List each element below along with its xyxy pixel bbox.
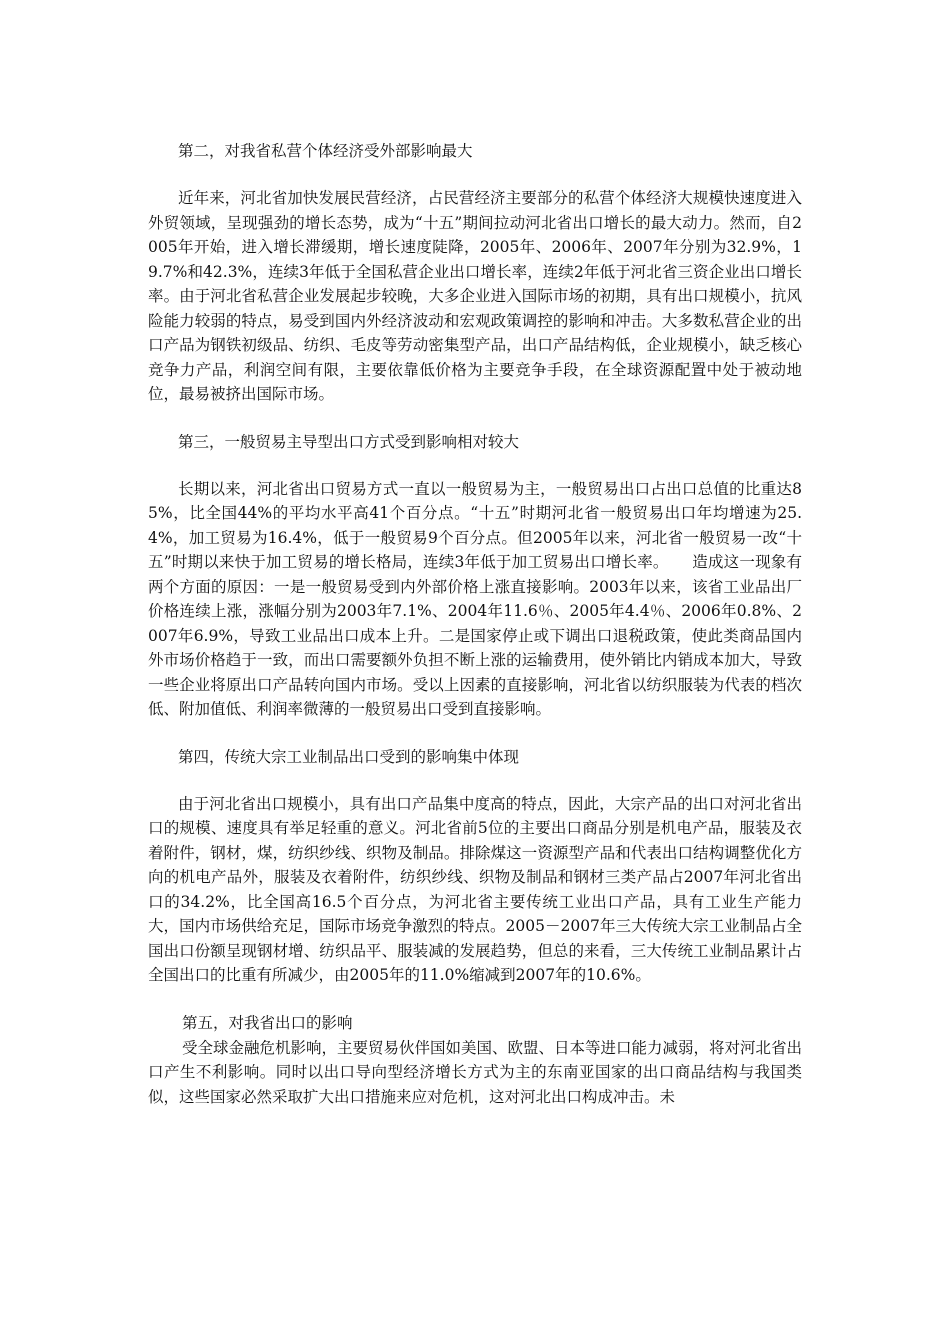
section-heading-fourth: 第四，传统大宗工业制品出口受到的影响集中体现 xyxy=(178,747,520,766)
section-heading-second: 第二，对我省私营个体经济受外部影响最大 xyxy=(178,142,473,160)
section-paragraph-general-trade: 长期以来，河北省出口贸易方式一直以一般贸易为主，一般贸易出口占出口总值的比重达85%，比全国44%的平均水平高41个百分点。“十五”时期河北省一般贸易出口年均增速为25.4%，加工贸易为16.4%，低于一般贸易9个百分点。但2005年以来，河北省一般贸易一改“十五”时期以来快于加工贸易的增长格局，连续3年低于加工贸易出口增长率。 造成这一现象有两个方面的原因：一是一般贸易受到内外部价格上涨直接影响。2003年以来，该省工业品出厂价格连续上涨，涨幅分别为2003年7.1%、2004年11.6％、2005年4.4％、2006年0.8%、2007年6.9%，导致工业品出口成本上升。二是国家停止或下调出口退税政策，使此类商品国内外市场价格趋于一致，而出口需要额外负担不断上涨的运输费用，使外销比内销成本加大，导致一些企业将原出口产品转向国内市场。受以上因素的直接影响，河北省以纺织服装为代表的档次低、附加值低、利润率微薄的一般贸易出口受到直接影响。 xyxy=(148,479,802,718)
section-heading-third: 第三，一般贸易主导型出口方式受到影响相对较大 xyxy=(178,432,520,451)
section-paragraph-bulk-industrial-goods: 由于河北省出口规模小，具有出口产品集中度高的特点，因此，大宗产品的出口对河北省出口的规模、速度具有举足轻重的意义。河北省前5位的主要出口商品分别是机电产品，服装及衣着附件，钢材，煤，纺织纱线、织物及制品。排除煤这一资源型产品和代表出口结构调整优化方向的机电产品外，服装及衣着附件，纺织纱线、织物及制品和钢材三类产品占2007年河北省出口的34.2%，比全国高16.5个百分点，为河北省主要传统工业出口产品，具有工业生产能力大，国内市场供给充足，国际市场竞争激烈的特点。2005－2007年三大传统大宗工业制品占全国出口份额呈现钢材增、纺织品平、服装减的发展趋势，但总的来看，三大传统工业制品累计占全国出口的比重有所减少，由2005年的11.0%缩减到2007年的10.6%。 xyxy=(148,794,802,984)
section-paragraph-private-economy: 近年来，河北省加快发展民营经济，占民营经济主要部分的私营个体经济大规模快速度进入外贸领域，呈现强劲的增长态势，成为“十五”期间拉动河北省出口增长的最大动力。然而，自2005年开始，进入增长滞缓期，增长速度陡降，2005年、2006年、2007年分别为32.9%，19.7%和42.3%，连续3年低于全国私营企业出口增长率，连续2年低于河北省三资企业出口增长率。由于河北省私营企业发展起步较晚，大多企业进入国际市场的初期，具有出口规模小，抗风险能力较弱的特点，易受到国内外经济波动和宏观政策调控的影响和冲击。大多数私营企业的出口产品为钢铁初级品、纺织、毛皮等劳动密集型产品，出口产品结构低，企业规模小，缺乏核心竞争力产品，利润空间有限，主要依靠低价格为主要竞争手段，在全球资源配置中处于被动地位，最易被挤出国际市场。 xyxy=(148,189,802,403)
section-heading-fifth: 第五，对我省出口的影响 xyxy=(182,1013,353,1032)
document-body xyxy=(148,138,802,1109)
section-paragraph-export-impact: 受全球金融危机影响，主要贸易伙伴国如美国、欧盟、日本等进口能力减弱，将对河北省出口产生不利影响。同时以出口导向型经济增长方式为主的东南亚国家的出口商品结构与我国类似，这些国家必然采取扩大出口措施来应对危机，这对河北出口构成冲击。未 xyxy=(148,1038,803,1106)
